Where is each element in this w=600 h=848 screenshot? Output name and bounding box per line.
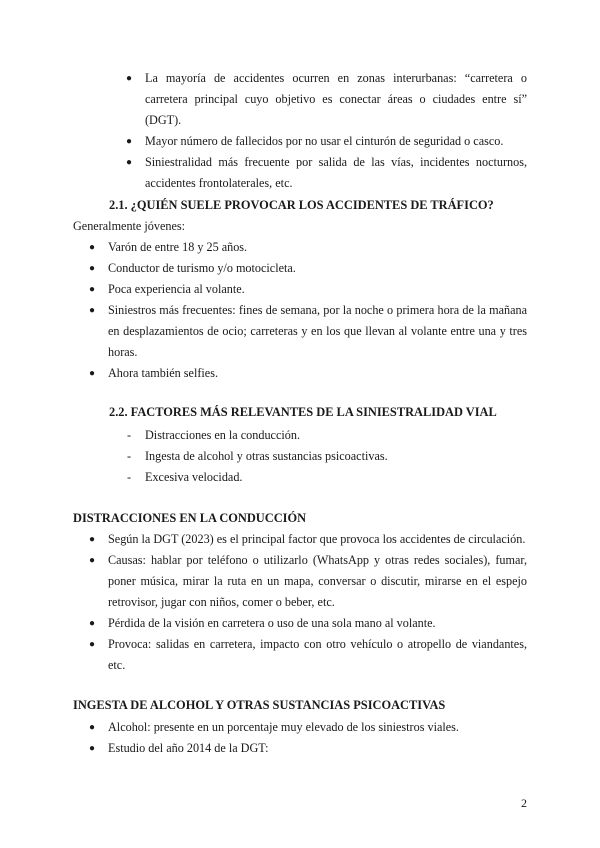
- bullet-icon: ●: [89, 743, 96, 754]
- list-item: ● Conductor de turismo y/o motocicleta.: [108, 258, 527, 279]
- bullet-icon: ●: [126, 136, 133, 147]
- list-item: ● Ahora también selfies.: [108, 363, 527, 384]
- dash-icon: -: [127, 449, 132, 463]
- list-item: ● Varón de entre 18 y 25 años.: [108, 237, 527, 258]
- list-item: ● Provoca: salidas en carretera, impacto con otro vehículo o atropello de viandantes, etc.: [108, 634, 527, 676]
- list-item: ● Poca experiencia al volante.: [108, 279, 527, 300]
- bullet-icon: ●: [126, 157, 133, 168]
- list-item: - Excesiva velocidad.: [145, 467, 527, 488]
- section-2-2-list: [0, 425, 600, 488]
- list-item: ● Según la DGT (2023) es el principal factor que provoca los accidentes de circulación.: [108, 529, 527, 550]
- section-heading-ingesta: INGESTA DE ALCOHOL Y OTRAS SUSTANCIAS PSICOACTIVAS: [73, 698, 446, 712]
- section-2-1-list: [0, 237, 600, 384]
- bullet-icon: ●: [89, 534, 96, 545]
- ingesta-list: [0, 717, 600, 759]
- list-item: - Ingesta de alcohol y otras sustancias psicoactivas.: [145, 446, 527, 467]
- list-item: ● Alcohol: presente en un porcentaje muy elevado de los siniestros viales.: [108, 717, 527, 738]
- bullet-icon: ●: [89, 305, 96, 316]
- bullet-icon: ●: [89, 639, 96, 650]
- list-item: - Distracciones en la conducción.: [145, 425, 527, 446]
- list-item: ● La mayoría de accidentes ocurren en zonas interurbanas: “carretera o carretera principal cuyo objetivo es conectar áreas o ciudades entre sí” (DGT).: [145, 68, 527, 131]
- list-item: ● Causas: hablar por teléfono o utilizarlo (WhatsApp y otras redes sociales), fumar, poner música, mirar la ruta en un mapa, conversar o discutir, mirarse en el espejo retrovisor, jugar con niños, comer o beber, etc.: [108, 550, 527, 613]
- bullet-icon: ●: [89, 722, 96, 733]
- list-item: ● Mayor número de fallecidos por no usar el cinturón de seguridad o casco.: [145, 131, 527, 152]
- dash-icon: -: [127, 470, 132, 484]
- bullet-icon: ●: [126, 73, 133, 84]
- section-heading-2-1: 2.1. ¿QUIÉN SUELE PROVOCAR LOS ACCIDENTES DE TRÁFICO?: [109, 198, 494, 212]
- bullet-icon: ●: [89, 555, 96, 566]
- bullet-icon: ●: [89, 263, 96, 274]
- list-item: ● Siniestros más frecuentes: fines de semana, por la noche o primera hora de la mañana en desplazamientos de ocio; carreteras y en los que llevan al volante entre una y tres horas.: [108, 300, 527, 363]
- bullet-icon: ●: [89, 242, 96, 253]
- bullet-icon: ●: [89, 284, 96, 295]
- list-item: ● Siniestralidad más frecuente por salida de las vías, incidentes nocturnos, accidentes frontolaterales, etc.: [145, 152, 527, 194]
- distracciones-list: [0, 529, 600, 676]
- section-heading-distracciones: DISTRACCIONES EN LA CONDUCCIÓN: [73, 511, 307, 525]
- dash-icon: -: [127, 428, 132, 442]
- section-intro: Generalmente jóvenes:: [73, 219, 186, 233]
- bullet-icon: ●: [89, 618, 96, 629]
- bullet-icon: ●: [89, 368, 96, 379]
- top-bullet-list: [0, 68, 600, 194]
- page-number: 2: [521, 796, 527, 810]
- section-heading-2-2: 2.2. FACTORES MÁS RELEVANTES DE LA SINIESTRALIDAD VIAL: [109, 405, 497, 419]
- list-item: ● Pérdida de la visión en carretera o uso de una sola mano al volante.: [108, 613, 527, 634]
- list-item: ● Estudio del año 2014 de la DGT:: [108, 738, 527, 759]
